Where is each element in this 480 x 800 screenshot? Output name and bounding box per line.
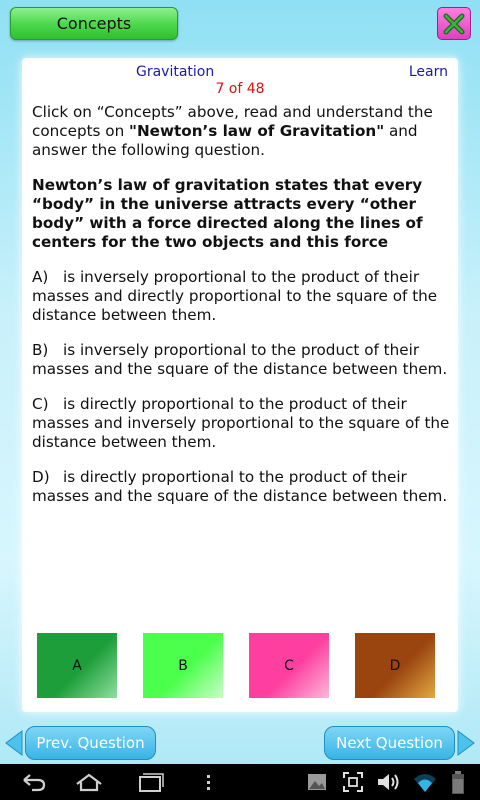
next-arrow-icon[interactable] bbox=[456, 730, 476, 756]
close-icon bbox=[443, 13, 465, 35]
prev-arrow-icon[interactable] bbox=[4, 730, 24, 756]
close-button[interactable] bbox=[437, 7, 471, 40]
option-d-letter: D) bbox=[32, 468, 50, 486]
answer-a-button[interactable] bbox=[37, 633, 117, 698]
card-header bbox=[22, 58, 458, 98]
prev-question-button[interactable] bbox=[25, 726, 156, 760]
next-question-label: Next Question bbox=[336, 734, 443, 752]
volume-icon[interactable] bbox=[376, 770, 402, 794]
answer-b-label: B bbox=[178, 657, 188, 674]
option-b-letter: B) bbox=[32, 341, 49, 359]
option-c-text: is directly proportional to the product of their masses and inversely proportional to the square of the distance between them. bbox=[32, 395, 450, 451]
screenshot-icon[interactable] bbox=[342, 770, 364, 794]
instruction-text: Click on “Concepts” above, read and understand the concepts on "Newton’s law of Gravitation" and answer the following question. bbox=[32, 103, 433, 159]
answer-buttons bbox=[22, 633, 458, 699]
option-a bbox=[32, 268, 450, 325]
home-icon[interactable] bbox=[73, 770, 105, 794]
option-d bbox=[32, 468, 450, 506]
prev-question-label: Prev. Question bbox=[36, 734, 145, 752]
subject-title: Gravitation bbox=[136, 64, 215, 80]
answer-c-label: C bbox=[284, 657, 294, 674]
back-icon[interactable] bbox=[18, 770, 48, 794]
option-a-text: is inversely proportional to the product of their masses and directly proportional to the square of the distance between them. bbox=[32, 268, 438, 324]
option-b-text: is inversely proportional to the product of their masses and the square of the distance between them. bbox=[32, 341, 448, 378]
option-d-text: is directly proportional to the product of their masses and the square of the distance between them. bbox=[32, 468, 448, 505]
concepts-button-label: Concepts bbox=[56, 14, 132, 33]
question-content bbox=[32, 103, 450, 522]
question-progress: 7 of 48 bbox=[215, 81, 265, 97]
learn-link[interactable]: Learn bbox=[408, 64, 448, 80]
option-a-letter: A) bbox=[32, 268, 49, 286]
answer-a-label: A bbox=[72, 657, 82, 674]
system-navigation-bar bbox=[0, 764, 480, 800]
instruction-topic: "Newton’s law of Gravitation" bbox=[129, 122, 385, 140]
option-c-letter: C) bbox=[32, 395, 49, 413]
menu-icon[interactable] bbox=[204, 770, 214, 794]
answer-d-button[interactable] bbox=[355, 633, 435, 698]
battery-icon bbox=[450, 770, 466, 796]
answer-b-button[interactable] bbox=[143, 633, 223, 698]
answer-c-button[interactable] bbox=[249, 633, 329, 698]
top-bar bbox=[0, 0, 480, 50]
gallery-icon bbox=[306, 770, 328, 794]
answer-d-label: D bbox=[389, 657, 401, 674]
option-c bbox=[32, 395, 450, 452]
question-navigation bbox=[0, 722, 480, 764]
question-card bbox=[22, 58, 458, 712]
concepts-button[interactable] bbox=[10, 7, 178, 40]
wifi-icon bbox=[412, 770, 438, 794]
recent-apps-icon[interactable] bbox=[134, 770, 166, 794]
next-question-button[interactable] bbox=[324, 726, 455, 760]
option-b bbox=[32, 341, 450, 379]
question-text: Newton’s law of gravitation states that every “body” in the universe attracts every “other body” with a force directed along the lines of centers for the two objects and this force bbox=[32, 176, 423, 251]
